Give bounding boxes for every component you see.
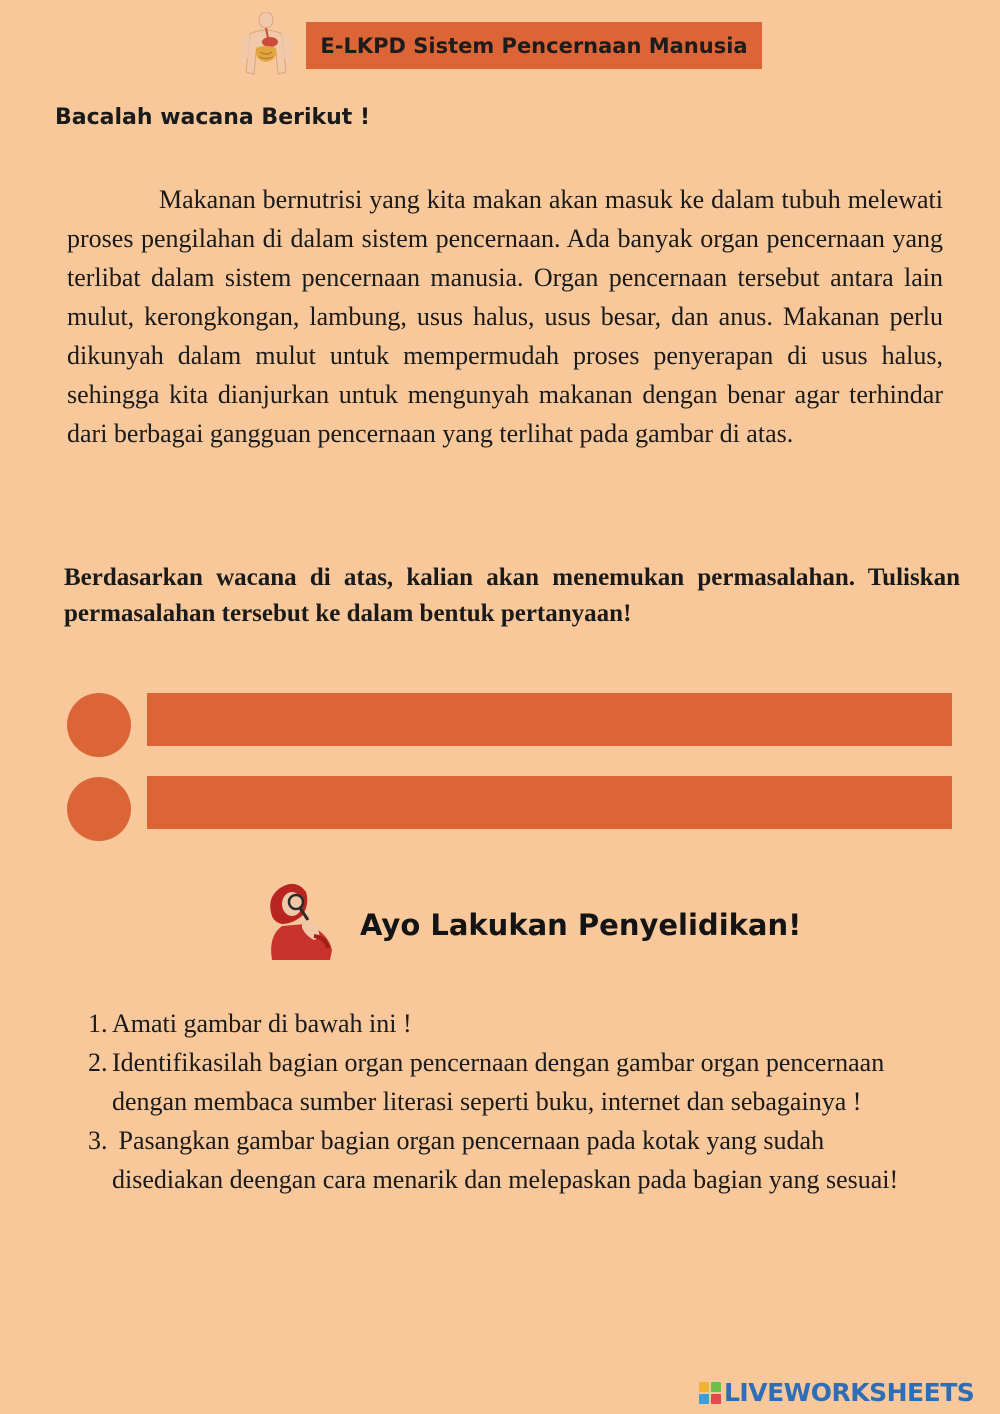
step-number: 2. — [88, 1048, 108, 1077]
step-number: 3. — [88, 1126, 108, 1155]
brand-name: LIVEWORKSHEETS — [724, 1378, 975, 1407]
steps-list — [88, 1004, 928, 1199]
reading-passage: Makanan bernutrisi yang kita makan akan masuk ke dalam tubuh melewati proses pengilahan di dalam sistem pencernaan. Ada banyak organ pencernaan yang terlibat dalam sistem pencernaan manusia. Organ pencernaan tersebut antara lain mulut, kerongkongan, lambung, usus halus, usus besar, dan anus. Makanan perlu dikunyah dalam mulut untuk mempermudah proses penyerapan di usus halus, sehingga kita dianjurkan untuk mengunyah makanan dengan benar agar terhindar dari berbagai gangguan pencernaan yang terlihat pada gambar di atas. — [67, 185, 943, 448]
investigation-heading: Ayo Lakukan Penyelidikan! — [360, 908, 802, 942]
answer-bullet — [67, 693, 131, 757]
list-item — [88, 1004, 928, 1043]
step-text: Pasangkan gambar bagian organ pencernaan pada kotak yang sudah disediakan deengan cara menarik dan melepaskan pada bagian yang sesuai! — [112, 1126, 899, 1194]
liveworksheets-logo-icon — [698, 1381, 722, 1405]
liveworksheets-logo[interactable] — [698, 1378, 974, 1407]
answer-bullet — [67, 777, 131, 841]
list-item — [88, 1121, 928, 1199]
step-number: 1. — [88, 1009, 108, 1038]
answer-input-1[interactable] — [147, 693, 952, 746]
step-text: Identifikasilah bagian organ pencernaan dengan gambar organ pencernaan dengan membaca sumber literasi seperti buku, internet dan sebagainya ! — [112, 1048, 885, 1116]
reading-heading: Bacalah wacana Berikut ! — [55, 105, 371, 130]
digestive-organs-icon — [236, 12, 296, 78]
answer-input-2[interactable] — [147, 776, 952, 829]
detective-magnifier-icon — [262, 880, 336, 962]
list-item — [88, 1043, 928, 1121]
step-text: Amati gambar di bawah ini ! — [112, 1009, 412, 1038]
question-prompt: Berdasarkan wacana di atas, kalian akan menemukan permasalahan. Tuliskan permasalahan tersebut ke dalam bentuk pertanyaan! — [64, 564, 960, 627]
page-title: E-LKPD Sistem Pencernaan Manusia — [306, 22, 762, 69]
